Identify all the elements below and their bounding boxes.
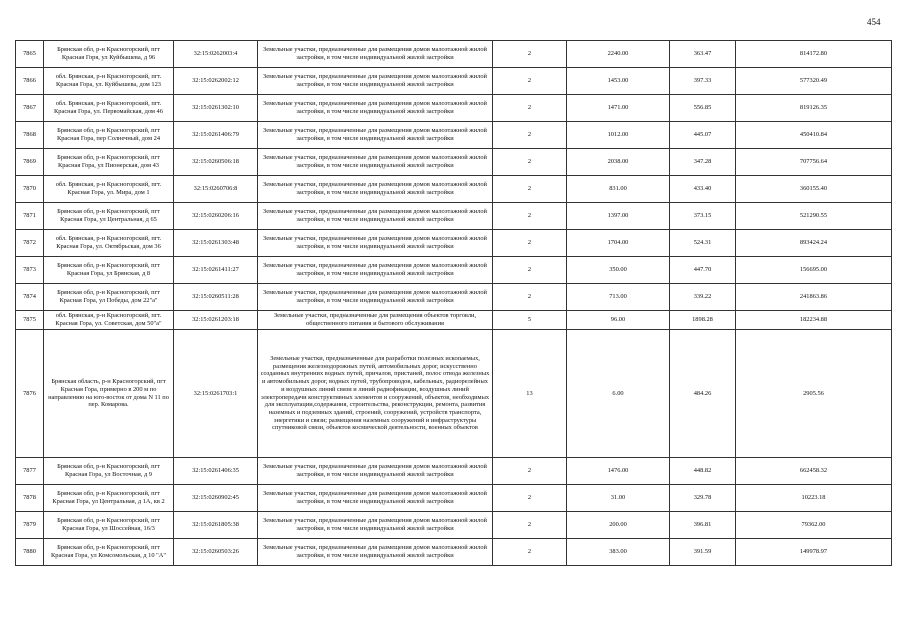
table-row (16, 539, 892, 566)
cadastral-number-cell: 32:15:0260503:26 (174, 539, 258, 566)
address-cell: обл. Брянская, р-н Красногорский, пгт. Красная Гора, ул. Куйбышева, дом 123 (44, 68, 174, 95)
area-cell: 1471.00 (567, 95, 670, 122)
group-cell: 2 (493, 485, 567, 512)
table-row (16, 458, 892, 485)
land-use-cell: Земельные участки, предназначенные для размещения домов малоэтажной жилой застройки, в том числе индивидуальной жилой застройки (258, 41, 493, 68)
address-cell: Брянская обл, р-н Красногорский, пгт Красная Гора, ул Комсомольская, д 10 "А" (44, 539, 174, 566)
row-number-cell: 7870 (16, 176, 44, 203)
area-cell: 1397.00 (567, 203, 670, 230)
table-row (16, 176, 892, 203)
cadastral-number-cell: 32:15:0261703:1 (174, 330, 258, 458)
cadastral-value-cell: 814172.80 (736, 41, 892, 68)
area-cell: 200.00 (567, 512, 670, 539)
area-cell: 96.00 (567, 311, 670, 330)
specific-value-cell: 347.28 (670, 149, 736, 176)
address-cell: обл. Брянская, р-н Красногорский, пгт. Красная Гора, ул. Первомайская, дом 46 (44, 95, 174, 122)
group-cell: 2 (493, 122, 567, 149)
cadastral-number-cell: 32:15:0261805:38 (174, 512, 258, 539)
address-cell: Брянская обл, р-н Красногорский, пгт Красная Горя, ул Куйбышева, д 96 (44, 41, 174, 68)
row-number-cell: 7880 (16, 539, 44, 566)
land-use-cell: Земельные участки, предназначенные для размещения домов малоэтажной жилой застройки, в том числе индивидуальной жилой застройки (258, 149, 493, 176)
group-cell: 2 (493, 230, 567, 257)
row-number-cell: 7869 (16, 149, 44, 176)
group-cell: 2 (493, 149, 567, 176)
row-number-cell: 7878 (16, 485, 44, 512)
land-use-cell: Земельные участки, предназначенные для размещения домов малоэтажной жилой застройки, в том числе индивидуальной жилой застройки (258, 539, 493, 566)
group-cell: 2 (493, 458, 567, 485)
row-number-cell: 7872 (16, 230, 44, 257)
land-use-cell: Земельные участки, предназначенные для размещения домов малоэтажной жилой застройки, в том числе индивидуальной жилой застройки (258, 95, 493, 122)
cadastral-value-cell: 156695.00 (736, 257, 892, 284)
area-cell: 831.00 (567, 176, 670, 203)
address-cell: Брянская обл, р-н Красногорский, пгт Красная Гора, ул Брянская, д 8 (44, 257, 174, 284)
specific-value-cell: 391.59 (670, 539, 736, 566)
group-cell: 2 (493, 257, 567, 284)
group-cell: 2 (493, 512, 567, 539)
row-number-cell: 7877 (16, 458, 44, 485)
address-cell: обл. Брянская, р-н Красногорский, пгт. Красная Гора, ул. Мира, дом 1 (44, 176, 174, 203)
address-cell: Брянская обл, р-н Красногорский, пгт Красная Гора, ул Шоссейная, 16/3 (44, 512, 174, 539)
table-row (16, 68, 892, 95)
address-cell: Брянская обл, р-н Красногорский, пгт Красная Гора, ул Победы, дом 22"а" (44, 284, 174, 311)
cadastral-number-cell: 32:15:0261406:35 (174, 458, 258, 485)
land-use-cell: Земельные участки, предназначенные для разработки полезных ископаемых, размещения железнодорожных путей, автомобильных дорог, искусственно созданных внутренних водных путей, причалов, пристаней, полос отвода железных и автомобильных дорог, водных путей, трубопроводов, кабельных, радиорелейных и воздушных линий связи и линий радиофикации, воздушных линий электропередачи конструктивных элементов и сооружений, объектов, необходимых для эксплуатации,содержания, строительства, реконструкции, ремонта, развития наземных и подземных зданий, строений, сооружений, устройств транспорта, энергетики и связи; размещения наземных сооружений и инфраструктуры спутниковой связи, объектов космической деятельности, военных объектов (258, 330, 493, 458)
group-cell: 2 (493, 203, 567, 230)
area-cell: 1704.00 (567, 230, 670, 257)
land-use-cell: Земельные участки, предназначенные для размещения домов малоэтажной жилой застройки, в том числе индивидуальной жилой застройки (258, 122, 493, 149)
cadastral-number-cell: 32:15:0261203:18 (174, 311, 258, 330)
table-row (16, 230, 892, 257)
specific-value-cell: 524.31 (670, 230, 736, 257)
address-cell: Брянская обл, р-н Красногорский, пгт Красная Гора, ул Пионерская, дом 43 (44, 149, 174, 176)
address-cell: обл. Брянская, р-н Красногорский, пгт. Красная Гора, ул. Октябрьская, дом 36 (44, 230, 174, 257)
row-number-cell: 7876 (16, 330, 44, 458)
page-number: 454 (867, 17, 881, 27)
cadastral-number-cell: 32:15:0260506:18 (174, 149, 258, 176)
table-row (16, 122, 892, 149)
table-row (16, 284, 892, 311)
table-row (16, 41, 892, 68)
cadastral-value-cell: 79362.00 (736, 512, 892, 539)
cadastral-number-cell: 32:15:0261411:27 (174, 257, 258, 284)
area-cell: 2240.00 (567, 41, 670, 68)
cadastral-number-cell: 32:15:0261406:79 (174, 122, 258, 149)
table-row (16, 330, 892, 458)
specific-value-cell: 373.15 (670, 203, 736, 230)
table-row (16, 311, 892, 330)
table-row (16, 149, 892, 176)
row-number-cell: 7866 (16, 68, 44, 95)
cadastral-value-cell: 819126.35 (736, 95, 892, 122)
row-number-cell: 7868 (16, 122, 44, 149)
cadastral-number-cell: 32:15:0260902:45 (174, 485, 258, 512)
group-cell: 2 (493, 539, 567, 566)
group-cell: 2 (493, 68, 567, 95)
land-use-cell: Земельные участки, предназначенные для размещения домов малоэтажной жилой застройки, в том числе индивидуальной жилой застройки (258, 257, 493, 284)
address-cell: Брянская обл, р-н Красногорский, пгт Красная Гора, ул Восточная, д 9 (44, 458, 174, 485)
area-cell: 350.00 (567, 257, 670, 284)
row-number-cell: 7871 (16, 203, 44, 230)
area-cell: 6.00 (567, 330, 670, 458)
specific-value-cell: 339.22 (670, 284, 736, 311)
specific-value-cell: 447.70 (670, 257, 736, 284)
group-cell: 2 (493, 95, 567, 122)
row-number-cell: 7875 (16, 311, 44, 330)
specific-value-cell: 1898.28 (670, 311, 736, 330)
group-cell: 2 (493, 176, 567, 203)
area-cell: 1476.00 (567, 458, 670, 485)
cadastral-value-cell: 182234.88 (736, 311, 892, 330)
area-cell: 713.00 (567, 284, 670, 311)
land-use-cell: Земельные участки, предназначенные для размещения домов малоэтажной жилой застройки, в том числе индивидуальной жилой застройки (258, 458, 493, 485)
specific-value-cell: 556.85 (670, 95, 736, 122)
cadastral-value-cell: 450410.84 (736, 122, 892, 149)
area-cell: 1453.00 (567, 68, 670, 95)
area-cell: 1012.00 (567, 122, 670, 149)
land-use-cell: Земельные участки, предназначенные для размещения домов малоэтажной жилой застройки, в том числе индивидуальной жилой застройки (258, 176, 493, 203)
row-number-cell: 7867 (16, 95, 44, 122)
cadastral-value-cell: 2905.56 (736, 330, 892, 458)
row-number-cell: 7879 (16, 512, 44, 539)
specific-value-cell: 363.47 (670, 41, 736, 68)
table-body (16, 41, 892, 566)
land-use-cell: Земельные участки, предназначенные для размещения объектов торговли, общественного питания и бытового обслуживания (258, 311, 493, 330)
cadastral-value-cell: 662458.32 (736, 458, 892, 485)
land-use-cell: Земельные участки, предназначенные для размещения домов малоэтажной жилой застройки, в том числе индивидуальной жилой застройки (258, 485, 493, 512)
cadastral-value-cell: 149978.97 (736, 539, 892, 566)
specific-value-cell: 329.78 (670, 485, 736, 512)
land-registry-table (15, 40, 892, 566)
specific-value-cell: 433.40 (670, 176, 736, 203)
row-number-cell: 7873 (16, 257, 44, 284)
cadastral-value-cell: 241863.86 (736, 284, 892, 311)
address-cell: Брянская область, р-н Красногорский, пгт Красная Гора, примерно в 200 м по направлению на юго-восток от дома N 11 по пер. Комарова. (44, 330, 174, 458)
address-cell: обл. Брянская, р-н Красногорский, пгт. Красная Гора, ул. Советская, дом 50"а" (44, 311, 174, 330)
group-cell: 2 (493, 41, 567, 68)
group-cell: 5 (493, 311, 567, 330)
cadastral-value-cell: 577320.49 (736, 68, 892, 95)
land-use-cell: Земельные участки, предназначенные для размещения домов малоэтажной жилой застройки, в том числе индивидуальной жилой застройки (258, 512, 493, 539)
specific-value-cell: 484.26 (670, 330, 736, 458)
land-use-cell: Земельные участки, предназначенные для размещения домов малоэтажной жилой застройки, в том числе индивидуальной жилой застройки (258, 203, 493, 230)
group-cell: 13 (493, 330, 567, 458)
cadastral-value-cell: 360155.40 (736, 176, 892, 203)
table-row (16, 95, 892, 122)
cadastral-number-cell: 32:15:0262003:4 (174, 41, 258, 68)
land-use-cell: Земельные участки, предназначенные для размещения домов малоэтажной жилой застройки, в том числе индивидуальной жилой застройки (258, 68, 493, 95)
cadastral-value-cell: 10223.18 (736, 485, 892, 512)
area-cell: 31.00 (567, 485, 670, 512)
specific-value-cell: 397.33 (670, 68, 736, 95)
cadastral-number-cell: 32:15:0260706:8 (174, 176, 258, 203)
cadastral-number-cell: 32:15:0260206:16 (174, 203, 258, 230)
table-row (16, 203, 892, 230)
address-cell: Брянская обл, р-н Красногорский, пгт Красная Гора, ул Центральная, д 1А, кв 2 (44, 485, 174, 512)
cadastral-value-cell: 707756.64 (736, 149, 892, 176)
cadastral-number-cell: 32:15:0260511:28 (174, 284, 258, 311)
cadastral-value-cell: 893424.24 (736, 230, 892, 257)
specific-value-cell: 448.82 (670, 458, 736, 485)
area-cell: 383.00 (567, 539, 670, 566)
cadastral-number-cell: 32:15:0261303:48 (174, 230, 258, 257)
cadastral-number-cell: 32:15:0262002:12 (174, 68, 258, 95)
row-number-cell: 7874 (16, 284, 44, 311)
table-row (16, 257, 892, 284)
specific-value-cell: 445.07 (670, 122, 736, 149)
table-row (16, 485, 892, 512)
address-cell: Брянская обл, р-н Красногорский, пгт Красная Гора, пер Солнечный, дом 24 (44, 122, 174, 149)
area-cell: 2038.00 (567, 149, 670, 176)
land-use-cell: Земельные участки, предназначенные для размещения домов малоэтажной жилой застройки, в том числе индивидуальной жилой застройки (258, 230, 493, 257)
table-row (16, 512, 892, 539)
row-number-cell: 7865 (16, 41, 44, 68)
land-use-cell: Земельные участки, предназначенные для размещения домов малоэтажной жилой застройки, в том числе индивидуальной жилой застройки (258, 284, 493, 311)
address-cell: Брянская обл, р-н Красногорский, пгт Красная Гора, ул Центральная, д 65 (44, 203, 174, 230)
cadastral-value-cell: 521290.55 (736, 203, 892, 230)
cadastral-number-cell: 32:15:0261302:10 (174, 95, 258, 122)
group-cell: 2 (493, 284, 567, 311)
specific-value-cell: 396.81 (670, 512, 736, 539)
